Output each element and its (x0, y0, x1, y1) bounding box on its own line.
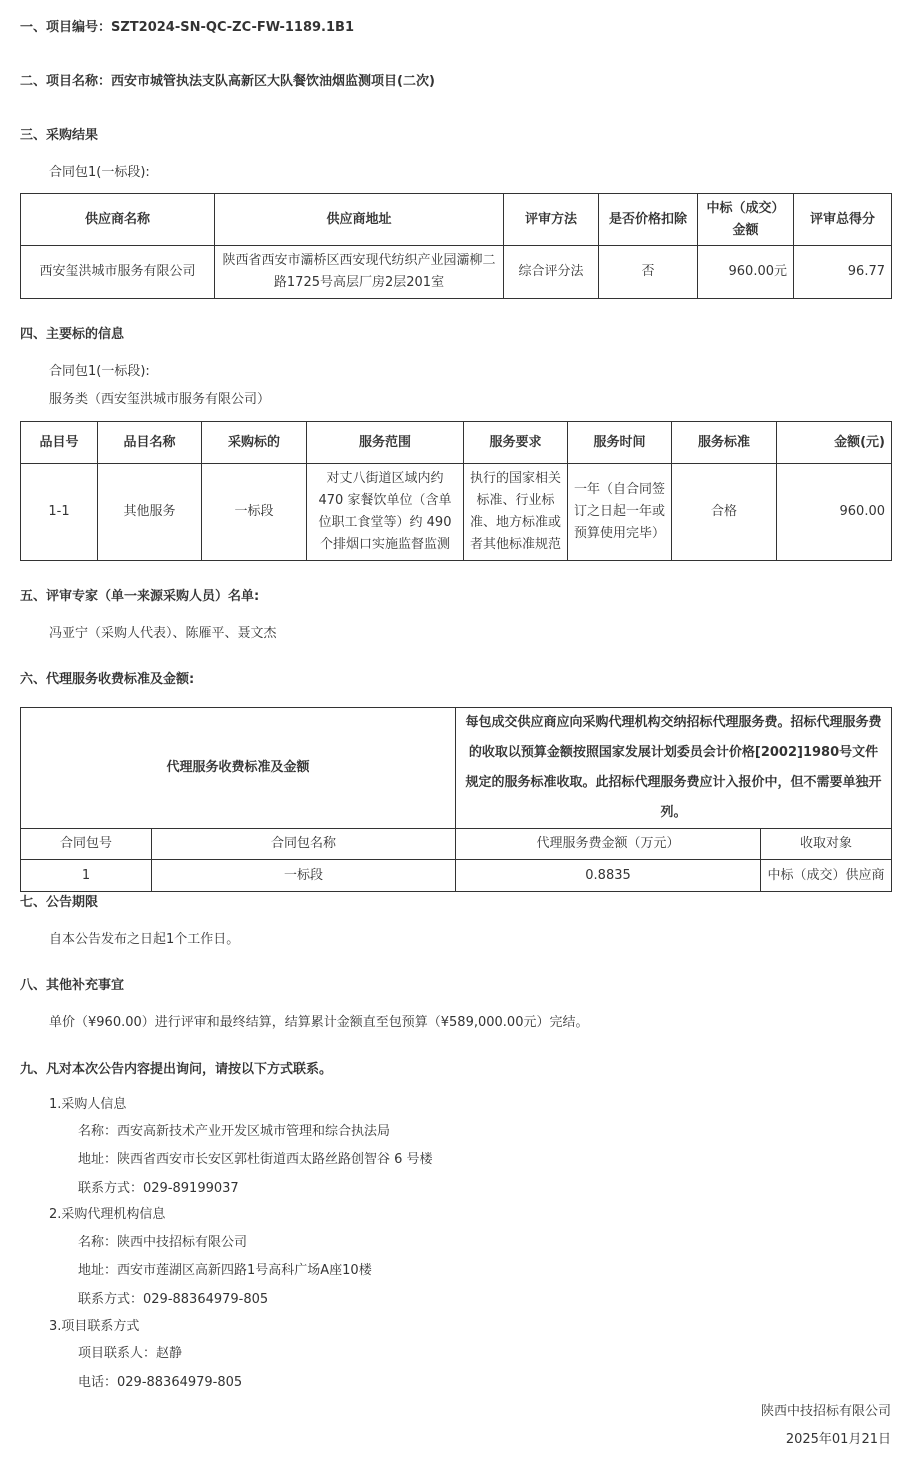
col-service-time: 服务时间 (568, 422, 672, 464)
subject: 一标段 (202, 464, 307, 561)
package-no: 1 (21, 860, 152, 892)
supplier-address: 陕西省西安市灞桥区西安现代纺织产业园灞柳二路1725号高层厂房2层201室 (215, 246, 504, 299)
agency-contact: 联系方式：029-88364979-805 (78, 1292, 269, 1307)
col-agency-fee: 代理服务费金额（万元） (456, 829, 761, 860)
agency-address: 地址：西安市莲湖区高新四路1号高科广场A座10楼 (78, 1263, 372, 1278)
footer-company: 陕西中技招标有限公司 (760, 1404, 891, 1419)
service-time: 一年（自合同签订之日起一年或预算使用完毕） (568, 464, 672, 561)
section-3-title: 三、采购结果 (20, 128, 99, 143)
agency-fee: 0.8835 (456, 860, 761, 892)
footer-date: 2025年01月21日 (785, 1432, 891, 1447)
supplier-name: 西安玺洪城市服务有限公司 (21, 246, 215, 299)
project-name-value: 西安市城管执法支队高新区大队餐饮油烟监测项目(二次) (111, 74, 435, 89)
supplementary-text: 单价（¥960.00）进行评审和最终结算，结算累计金额直至包预算（¥589,000.00元）完结。 (49, 1015, 589, 1030)
agency-name: 名称：陕西中技招标有限公司 (78, 1235, 248, 1250)
col-service-standard: 服务标准 (672, 422, 777, 464)
section-5-title: 五、评审专家（单一来源采购人员）名单: (20, 589, 260, 604)
buyer-info-title: 1.采购人信息 (49, 1097, 127, 1112)
section-9-title: 九、凡对本次公告内容提出询问，请按以下方式联系。 (20, 1062, 333, 1077)
bid-amount: 960.00元 (698, 246, 794, 299)
project-number-label: 一、项目编号： (20, 20, 112, 35)
project-number-value: SZT2024-SN-QC-ZC-FW-1189.1B1 (111, 20, 354, 35)
buyer-contact: 联系方式：029-89199037 (78, 1181, 239, 1196)
col-supplier-address: 供应商地址 (215, 194, 504, 246)
service-scope: 对丈八街道区域内约 470 家餐饮单位（含单位职工食堂等）约 490 个排烟口实施监督监测 (307, 464, 464, 561)
amount: 960.00 (777, 464, 892, 561)
col-item-no: 品目号 (21, 422, 98, 464)
fee-standard-label: 代理服务收费标准及金额 (21, 708, 456, 829)
fee-standard-text: 每包成交供应商应向采购代理机构交纳招标代理服务费。招标代理服务费的收取以预算金额按照国家发展计划委员会计价格[2002]1980号文件规定的服务标准收取。此招标代理服务费应计入报价中，但不需要单独开列。 (456, 708, 892, 829)
col-amount: 金额(元) (777, 422, 892, 464)
project-number-line (20, 16, 354, 35)
project-contact-title: 3.项目联系方式 (49, 1319, 140, 1334)
table-header-row (21, 194, 892, 246)
main-subject-table (20, 421, 892, 561)
project-contact-phone: 电话：029-88364979-805 (78, 1375, 243, 1390)
experts-list: 冯亚宁（采购人代表）、陈雁平、聂文杰 (49, 626, 277, 641)
item-no: 1-1 (21, 464, 98, 561)
buyer-address: 地址：陕西省西安市长安区郭杜街道西太路丝路创智谷 6 号楼 (78, 1152, 433, 1167)
section-3-package: 合同包1(一标段): (49, 165, 150, 180)
project-contact-person: 项目联系人：赵静 (78, 1346, 183, 1361)
col-fee-target: 收取对象 (761, 829, 892, 860)
col-item-name: 品目名称 (98, 422, 202, 464)
section-4-category: 服务类（西安玺洪城市服务有限公司） (49, 392, 271, 407)
agency-info-title: 2.采购代理机构信息 (49, 1207, 166, 1222)
section-4-package: 合同包1(一标段): (49, 364, 150, 379)
table-row (21, 464, 892, 561)
procurement-result-table (20, 193, 892, 299)
project-name-label: 二、项目名称： (20, 74, 112, 89)
review-method: 综合评分法 (504, 246, 599, 299)
package-name: 一标段 (152, 860, 456, 892)
col-package-name: 合同包名称 (152, 829, 456, 860)
section-8-title: 八、其他补充事宜 (20, 978, 125, 993)
table-header-row (21, 829, 892, 860)
section-7-title: 七、公告期限 (20, 895, 99, 910)
project-name-line (20, 70, 435, 89)
col-review-method: 评审方法 (504, 194, 599, 246)
buyer-name: 名称：西安高新技术产业开发区城市管理和综合执法局 (78, 1124, 391, 1139)
table-row (21, 246, 892, 299)
section-6-title: 六、代理服务收费标准及金额: (20, 672, 195, 687)
col-supplier-name: 供应商名称 (21, 194, 215, 246)
fee-target: 中标（成交）供应商 (761, 860, 892, 892)
price-deduction: 否 (599, 246, 698, 299)
total-score: 96.77 (794, 246, 892, 299)
table-row (21, 860, 892, 892)
col-price-deduction: 是否价格扣除 (599, 194, 698, 246)
service-requirement: 执行的国家相关标准、行业标准、地方标准或者其他标准规范 (464, 464, 568, 561)
agency-fee-table (20, 707, 892, 892)
col-bid-amount: 中标（成交）金额 (698, 194, 794, 246)
service-standard: 合格 (672, 464, 777, 561)
col-service-requirement: 服务要求 (464, 422, 568, 464)
section-4-title: 四、主要标的信息 (20, 327, 125, 342)
item-name: 其他服务 (98, 464, 202, 561)
col-package-no: 合同包号 (21, 829, 152, 860)
table-header-row (21, 422, 892, 464)
fee-standard-row (21, 708, 892, 829)
announcement-period: 自本公告发布之日起1个工作日。 (49, 932, 240, 947)
col-total-score: 评审总得分 (794, 194, 892, 246)
col-subject: 采购标的 (202, 422, 307, 464)
col-service-scope: 服务范围 (307, 422, 464, 464)
